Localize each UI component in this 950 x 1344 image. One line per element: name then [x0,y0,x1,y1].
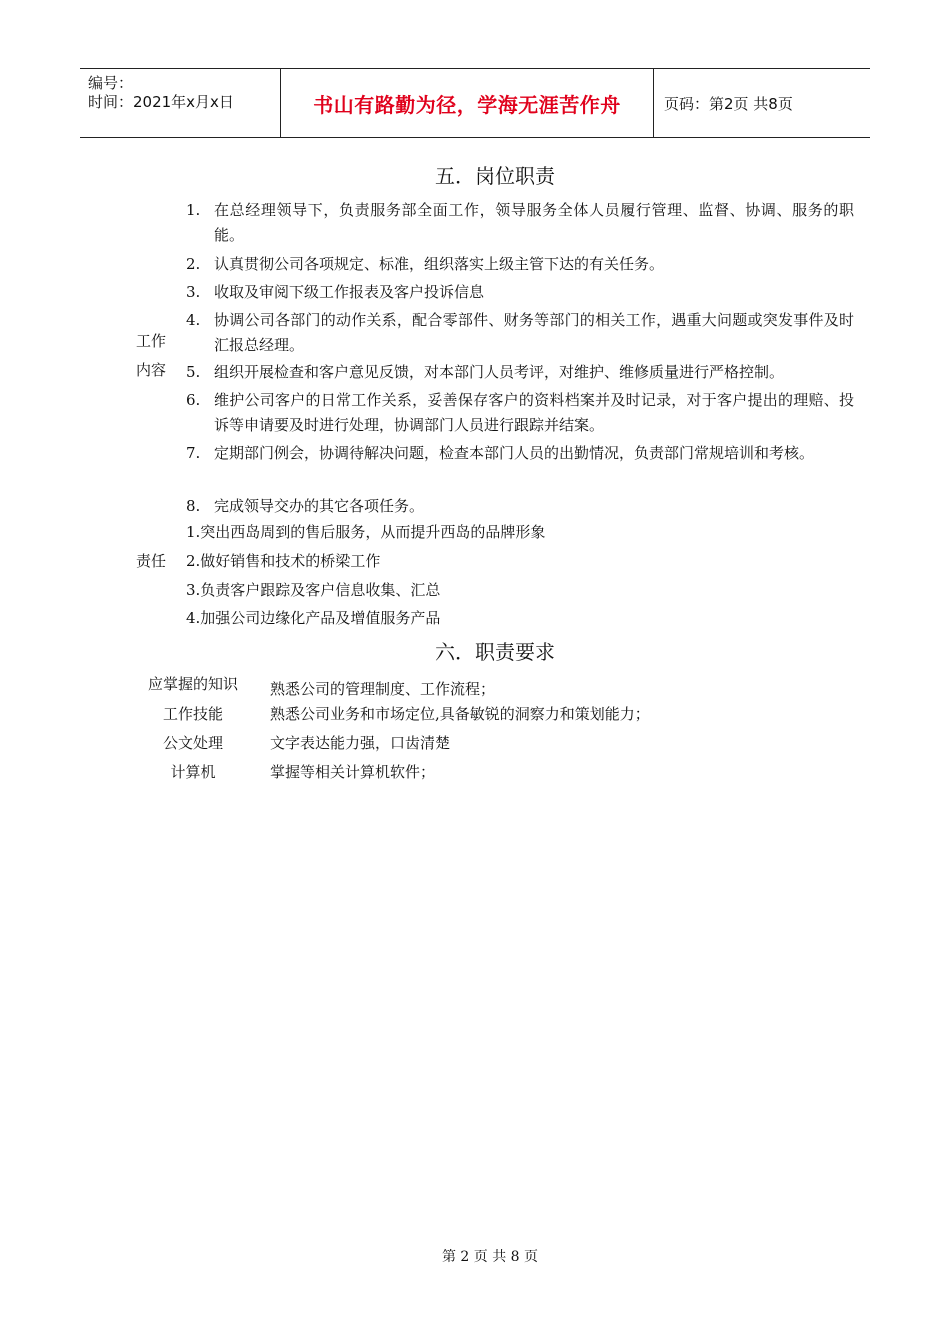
requirement-label: 公文处理 [162,734,223,752]
work-content-label-2: 内容 [136,361,167,379]
header-page-code: 页码：第2页 共8页 [664,94,793,113]
document-time-label: 时间：2021年x月x日 [88,93,234,111]
header-page-cell [654,69,870,137]
header-info-cell [80,69,281,137]
duty-item: 1. 在总经理领导下，负责服务部全面工作，领导服务全体人员履行管理、监督、协调、服务的职能。 [186,201,854,244]
section-title-requirements: 六．职责要求 [435,640,555,664]
requirement-label: 计算机 [170,763,216,781]
duty-item: 4. 协调公司各部门的动作关系，配合零部件、财务等部门的相关工作，遇重大问题或突发事件及时汇报总经理。 [186,311,854,354]
requirement-value: 掌握等相关计算机软件； [270,763,436,781]
requirement-value: 文字表达能力强，口齿清楚 [270,734,451,752]
document-number-label: 编号： [88,74,134,92]
responsibility-item: 2.做好销售和技术的桥梁工作 [186,552,381,570]
duty-item: 8. 完成领导交办的其它各项任务。 [186,497,425,515]
requirement-value: 熟悉公司业务和市场定位,具备敏锐的洞察力和策划能力； [270,705,650,723]
section-title-duties: 五．岗位职责 [435,164,555,188]
page-footer: 第 2 页 共 8 页 [441,1249,539,1265]
duty-item: 2. 认真贯彻公司各项规定、标准，组织落实上级主管下达的有关任务。 [186,255,665,273]
requirement-value: 熟悉公司的管理制度、工作流程； [270,680,496,698]
header-motto-cell [281,69,654,137]
duty-item: 6. 维护公司客户的日常工作关系，妥善保存客户的资料档案并及时记录，对于客户提出的理赔、投诉等申请要及时进行处理，协调部门人员进行跟踪并结案。 [186,391,854,434]
responsibility-item: 3.负责客户跟踪及客户信息收集、汇总 [186,581,441,599]
requirement-label: 工作技能 [162,705,223,723]
responsibility-item: 1.突出西岛周到的售后服务，从而提升西岛的品牌形象 [186,523,546,541]
duty-item: 7. 定期部门例会，协调待解决问题，检查本部门人员的出勤情况，负责部门常规培训和考核。 [186,444,815,462]
responsibility-item: 4.加强公司边缘化产品及增值服务产品 [186,609,441,627]
work-content-label-1: 工作 [136,332,167,350]
requirement-label: 应掌握的知识 [147,675,238,693]
header-table [80,68,870,138]
duty-item: 5. 组织开展检查和客户意见反馈，对本部门人员考评，对维护、维修质量进行严格控制。 [186,363,785,381]
header-motto: 书山有路勤为径，学海无涯苦作舟 [313,92,621,117]
responsibility-label: 责任 [136,552,167,570]
duty-item: 3. 收取及审阅下级工作报表及客户投诉信息 [186,283,485,301]
